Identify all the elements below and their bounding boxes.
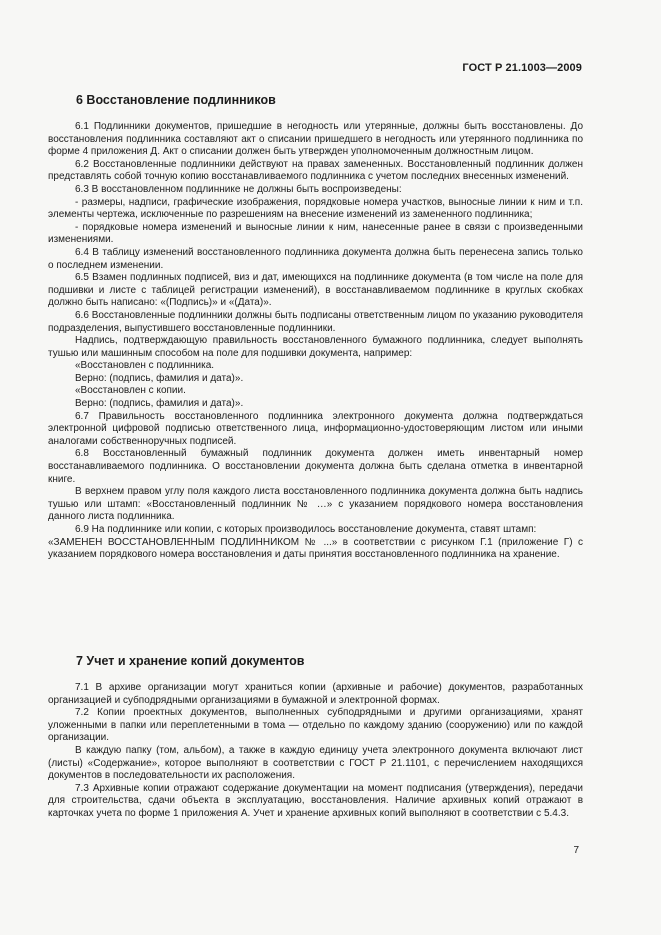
paragraph-6-5: 6.5 Взамен подлинных подписей, виз и дат, имеющихся на подлиннике документа (в том числе на поле для подшивки и листе с таблицей регистрации изменений), в восстанавливаемом подлиннике в круглых скобках должно быть написано: «(Подпись)» и «(Дата)». (48, 272, 583, 309)
section-7-title: 7 Учет и хранение копий документов (76, 654, 305, 668)
paragraph-6-6: 6.6 Восстановленные подлинники должны быть подписаны ответственным лицом по указанию руководителя подразделения, выпустившего восстановленные подлинники. (48, 309, 583, 334)
paragraph-7-2: 7.2 Копии проектных документов, выполненных субподрядными и другими организациями, хранят уложенными в папки или переплетенными в тома — отдельно по каждому зданию (сооружению) или по каждой организации. (48, 707, 583, 744)
paragraph-7-3: 7.3 Архивные копии отражают содержание документации на момент подписания (утверждения), передачи для строительства, сдачи объекта в эксплуатацию, восстановления. Наличие архивных копий отражают в карточках учета по форме 1 приложения А. Учет и хранение архивных копий выполняют в соответствии с 5.4.3. (48, 782, 583, 819)
paragraph: В каждую папку (том, альбом), а также в каждую единицу учета электронного документа включают лист (листы) «Содержание», которое выполняют в соответствии с ГОСТ Р 21.1101, с перечислением находящихся документов в последовательности их расположения. (48, 744, 583, 782)
section-6 (48, 93, 583, 562)
document-header: ГОСТ Р 21.1003—2009 (462, 62, 582, 74)
paragraph: «ЗАМЕНЕН ВОССТАНОВЛЕННЫМ ПОДЛИННИКОМ № ...» в соответствии с рисунком Г.1 (приложение Г) с указанием порядкового номера восстановления и даты принятия восстановленного подлинника на хранение. (48, 536, 583, 561)
paragraph: В верхнем правом углу поля каждого листа восстановленного подлинника документа должна быть надпись тушью или штамп: «Восстановленный подлинник № …» с указанием порядкового номера восстановления данного листа подлинника. (48, 486, 583, 523)
paragraph-7-1: 7.1 В архиве организации могут храниться копии (архивные и рабочие) документов, разработанных организацией и субподрядными организациями в бумажной и электронной формах. (48, 682, 583, 706)
example-line: «Восстановлен с подлинника. (75, 360, 215, 372)
paragraph-6-4: 6.4 В таблицу изменений восстановленного подлинника документа должна быть перенесена запись только о последнем изменении. (48, 246, 583, 271)
example-line: Верно: (подпись, фамилия и дата)». (75, 398, 244, 410)
paragraph-6-3: 6.3 В восстановленном подлиннике не должны быть воспроизведены: (75, 183, 402, 195)
page-number: 7 (573, 845, 579, 856)
paragraph-6-9: 6.9 На подлиннике или копии, с которых производилось восстановление документа, ставят штамп: (75, 524, 537, 535)
example-line: «Восстановлен с копии. (75, 385, 186, 397)
paragraph-6-7: 6.7 Правильность восстановленного подлинника электронного документа должна подтверждаться электронной цифровой подписью ответственного лица, информационно-удостоверяющим листом или иными аналогами собственноручных подписей. (48, 410, 583, 447)
section-6-title: 6 Восстановление подлинников (76, 93, 276, 107)
paragraph: Надпись, подтверждающую правильность восстановленного бумажного подлинника, следует выполнять тушью или машинным способом на поле для подшивки документа, например: (48, 335, 583, 359)
section-7 (48, 654, 583, 821)
example-line: Верно: (подпись, фамилия и дата)». (75, 372, 244, 384)
paragraph-6-2: 6.2 Восстановленные подлинники действуют на правах замененных. Восстановленный подлинник должен представлять собой точную копию восстанавливаемого подлинника с учетом последних внесенных изменений. (48, 158, 583, 183)
paragraph-6-8: 6.8 Восстановленный бумажный подлинник документа должен иметь инвентарный номер восстанавливаемого подлинника. О восстановлении документа должна быть сделана отметка в инвентарной книге. (48, 448, 583, 485)
paragraph-6-1: 6.1 Подлинники документов, пришедшие в негодность или утерянные, должны быть восстановлены. До восстановления подлинника составляют акт о списании пришедшего в негодность или утерянного подлинника по форме 4 приложения Д. Акт о списании должен быть утвержден уполномоченным должностным лицом. (48, 121, 583, 158)
list-item: - порядковые номера изменений и выносные линии к ним, нанесенные ранее в связи с произведенными изменениями. (48, 221, 583, 246)
list-item: - размеры, надписи, графические изображения, порядковые номера участков, выносные линии к ним и т.п. элементы чертежа, исключенные по разрешениям на внесение изменений из замененного подлинника; (48, 196, 583, 221)
